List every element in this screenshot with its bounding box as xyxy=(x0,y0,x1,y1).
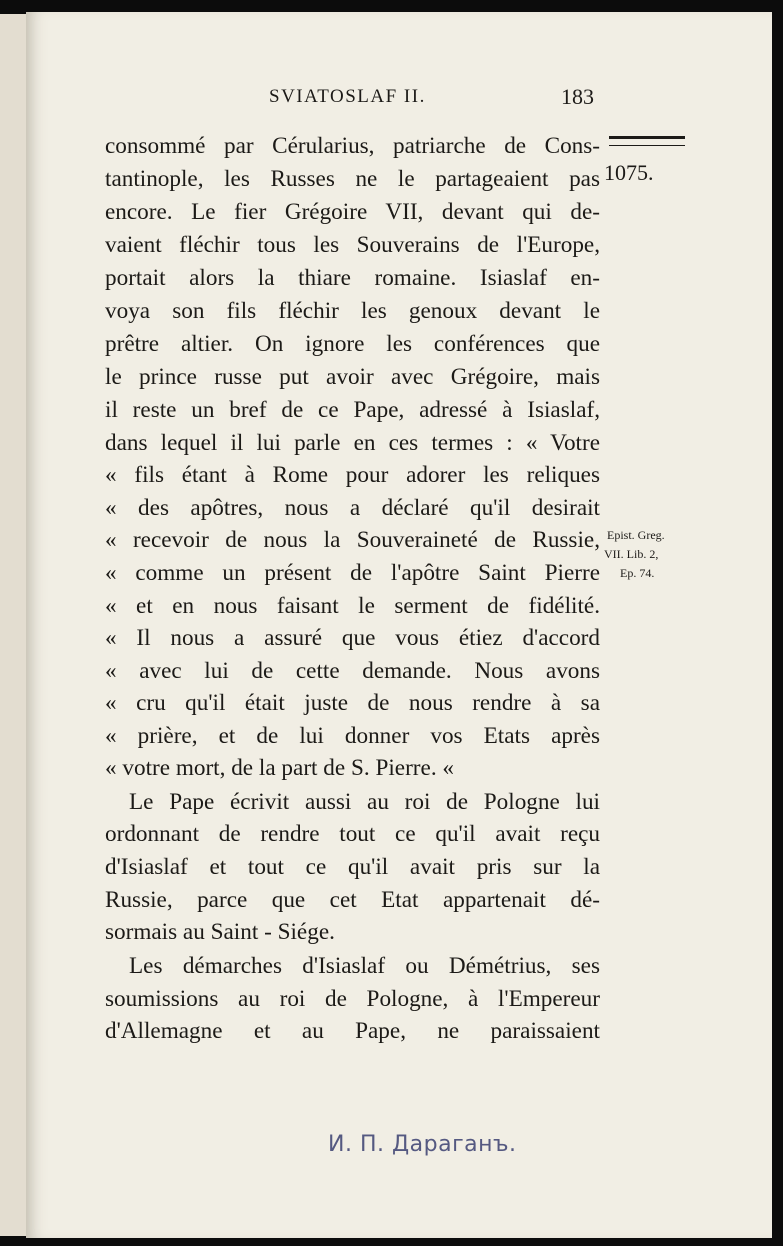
body-line-4: vaient fléchir tous les Souverains de l'Europe, xyxy=(105,232,600,258)
body-line-13: « recevoir de nous la Souveraineté de Russie, xyxy=(105,527,600,553)
margin-note-line-2: VII. Lib. 2, xyxy=(604,547,659,561)
body-line-21: Le Pape écrivit aussi au roi de Pologne lui xyxy=(129,789,600,815)
body-line-22: ordonnant de rendre tout ce qu'il avait reçu xyxy=(105,821,600,847)
margin-note-line-1: Epist. Greg. xyxy=(607,528,665,542)
body-line-11: « fils étant à Rome pour adorer les reliques xyxy=(105,462,600,488)
body-line-28: d'Allemagne et au Pape, ne paraissaient xyxy=(105,1018,600,1044)
page-number: 183 xyxy=(561,84,594,109)
body-line-23: d'Isiaslaf et tout ce qu'il avait pris sur la xyxy=(105,854,600,880)
margin-rule xyxy=(609,136,685,146)
body-line-9: il reste un bref de ce Pape, adressé à Isiaslaf, xyxy=(105,397,600,423)
body-line-19: « prière, et de lui donner vos Etats après xyxy=(105,723,600,749)
body-line-20: « votre mort, de la part de S. Pierre. « xyxy=(105,755,455,781)
body-line-16: « Il nous a assuré que vous étiez d'accord xyxy=(105,625,600,651)
body-line-25: sormais au Saint - Siége. xyxy=(105,919,335,945)
library-stamp: И. П. Дараганъ. xyxy=(328,1132,517,1157)
body-line-2: tantinople, les Russes ne le partageaient pas xyxy=(105,166,600,192)
body-line-18: « cru qu'il était juste de nous rendre à sa xyxy=(105,690,600,716)
running-head: SVIATOSLAF II. xyxy=(269,86,426,107)
body-line-8: le prince russe put avoir avec Grégoire, mais xyxy=(105,364,600,390)
body-line-12: « des apôtres, nous a déclaré qu'il desirait xyxy=(105,495,600,521)
body-line-27: soumissions au roi de Pologne, à l'Empereur xyxy=(105,986,600,1012)
body-line-24: Russie, parce que cet Etat appartenait dé- xyxy=(105,887,600,913)
body-line-14: « comme un présent de l'apôtre Saint Pierre xyxy=(105,560,600,586)
body-line-26: Les démarches d'Isiaslaf ou Démétrius, ses xyxy=(129,953,600,979)
margin-year: 1075. xyxy=(604,160,654,185)
margin-note-line-3: Ep. 74. xyxy=(620,566,655,580)
body-line-17: « avec lui de cette demande. Nous avons xyxy=(105,658,600,684)
body-line-3: encore. Le fier Grégoire VII, devant qui de- xyxy=(105,199,600,225)
body-line-10: dans lequel il lui parle en ces termes : « Votre xyxy=(105,430,600,456)
body-line-1: consommé par Cérularius, patriarche de Cons- xyxy=(105,133,600,159)
body-line-5: portait alors la thiare romaine. Isiaslaf en- xyxy=(105,265,600,291)
body-line-6: voya son fils fléchir les genoux devant le xyxy=(105,298,600,324)
body-line-15: « et en nous faisant le serment de fidélité. xyxy=(105,593,600,619)
body-line-7: prêtre altier. On ignore les conférences que xyxy=(105,331,600,357)
